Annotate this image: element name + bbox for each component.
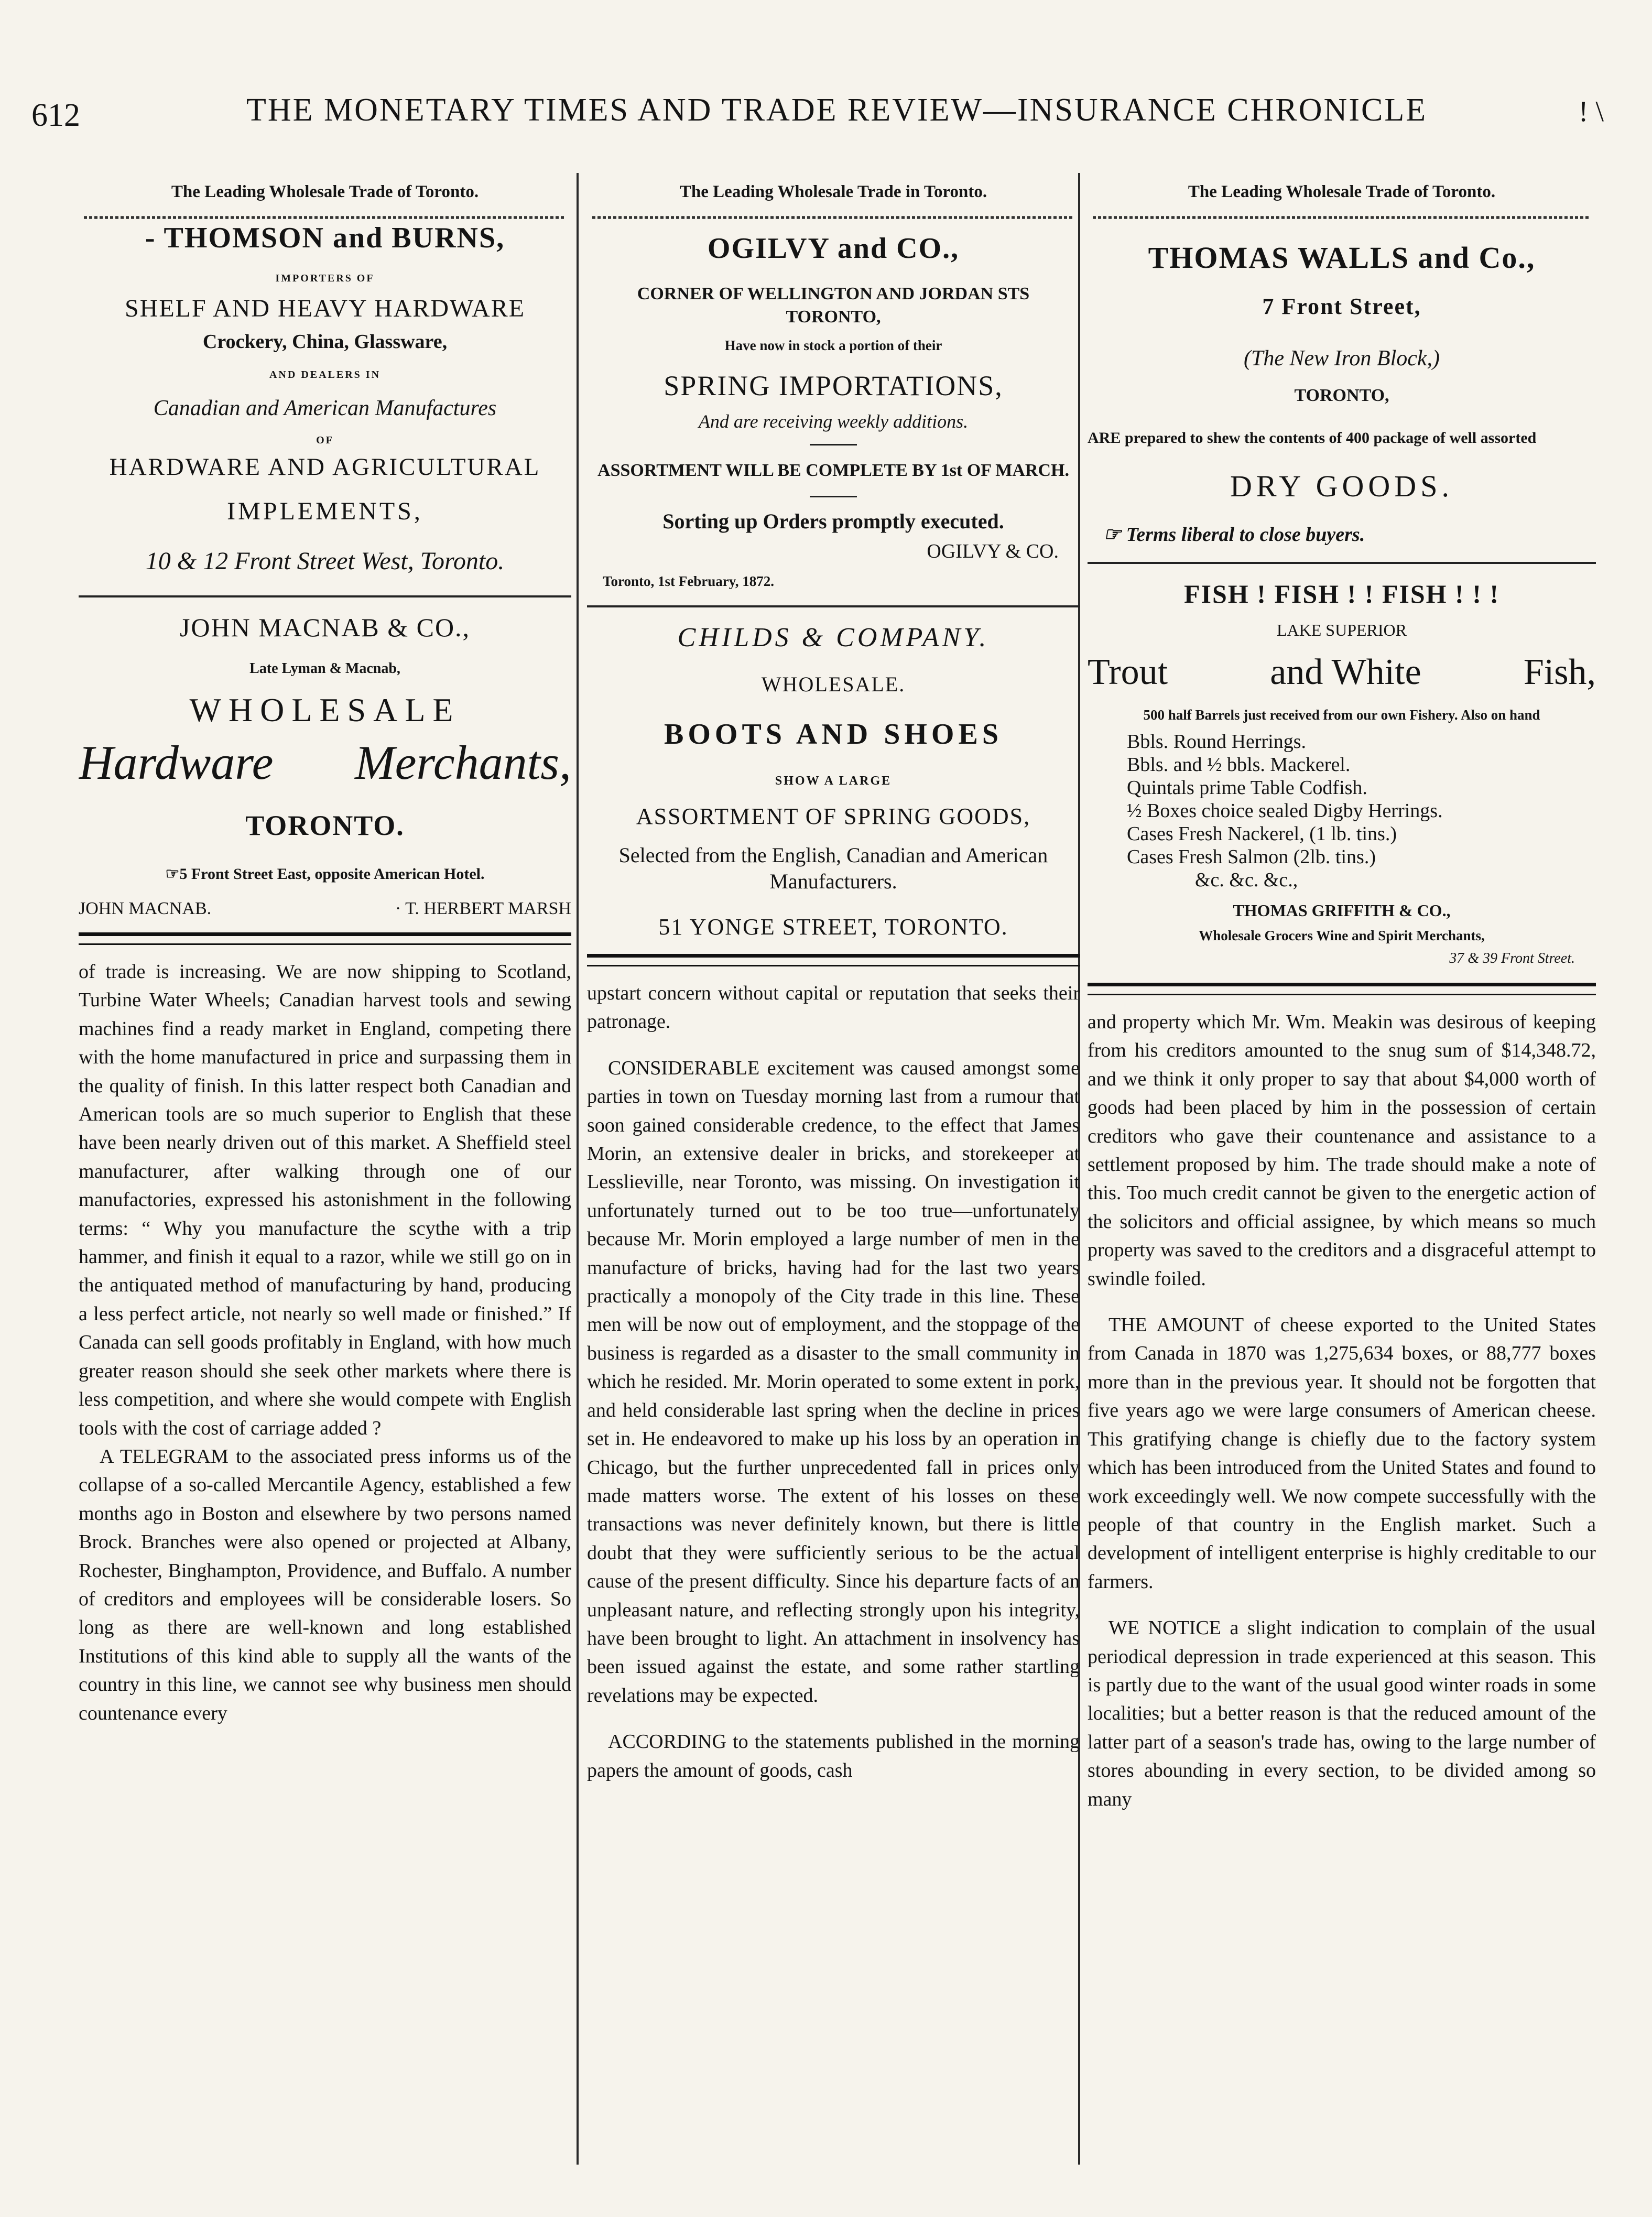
ad-assortment: ASSORTMENT WILL BE COMPLETE BY 1st OF MARCH. — [597, 461, 1069, 480]
col2-wavy-rule — [592, 214, 1074, 221]
page-number: 612 — [31, 97, 80, 133]
ad-address: CORNER OF WELLINGTON AND JORDAN STS — [637, 284, 1030, 303]
ad-importers: IMPORTERS OF — [275, 273, 375, 284]
column-1 — [79, 173, 571, 1727]
ad-script-right: Merchants, — [354, 736, 571, 789]
ad-trout-mid: and White — [1270, 652, 1421, 692]
section-double-rule — [587, 954, 1080, 966]
ad-ogilvy — [587, 232, 1080, 590]
col3-article-text — [1088, 1008, 1596, 1813]
col3-wavy-rule — [1093, 214, 1591, 221]
ad-thomson-burns — [79, 221, 571, 575]
col3-tagline: The Leading Wholesale Trade of Toronto. — [1188, 182, 1496, 201]
ad-fish — [1088, 579, 1596, 967]
ad-trout-right: Fish, — [1523, 652, 1596, 692]
paragraph: upstart concern without capital or reputation that seeks their patronage. — [587, 982, 1080, 1033]
ad-show: SHOW A LARGE — [775, 774, 892, 788]
ad-sorting: Sorting up Orders promptly executed. — [662, 509, 1004, 533]
ad-assort: ASSORTMENT OF SPRING GOODS, — [636, 803, 1031, 829]
ad-block: (The New Iron Block,) — [1243, 346, 1440, 371]
ad-date: Toronto, 1st February, 1872. — [603, 573, 775, 589]
ad-late: Late Lyman & Macnab, — [249, 660, 400, 677]
ad-sign: OGILVY & CO. — [927, 540, 1059, 562]
list-item: ½ Boxes choice sealed Digby Herrings. — [1127, 800, 1443, 822]
ad-firm-name: JOHN MACNAB & CO., — [179, 613, 471, 642]
ad-script-left: Hardware — [79, 736, 274, 789]
ad-divider — [1088, 562, 1596, 564]
paragraph: WE NOTICE a slight indication to complain of the usual periodical depression in trade experienced at this season. This is partly due to the want of the usual good winter roads in some localities; but a better reason is that the reduced amount of the latter part of a season's trade has, owing to the large number of stores abounding in every section, to be divided among so many — [1088, 1617, 1596, 1810]
ad-city: TORONTO, — [1294, 386, 1389, 405]
ad-fish-list — [1088, 730, 1596, 892]
ad-script-line — [79, 735, 571, 790]
ad-terms: ☞ Terms liberal to close buyers. — [1103, 524, 1365, 546]
ad-childs — [587, 622, 1080, 940]
col1-tagline: The Leading Wholesale Trade of Toronto. — [171, 182, 479, 201]
ad-names — [79, 899, 571, 919]
ad-barrels: 500 half Barrels just received from our own Fishery. Also on hand — [1143, 707, 1540, 723]
ad-firm-name: THOMAS GRIFFITH & CO., — [1233, 901, 1451, 920]
ad-line: HARDWARE AND AGRICULTURAL — [109, 453, 541, 481]
ad-desc: Wholesale Grocers Wine and Spirit Merchants, — [1199, 928, 1485, 943]
paragraph: THE AMOUNT of cheese exported to the United States from Canada in 1870 was 1,275,634 boxes, or 88,777 boxes more than in the previous year. It should not be forgotten that five years ago we were large consumers of American cheese. This gratifying change is chiefly due to the factory system which has been introduced from the United States and found to work exceedingly well. We now compete successfully with the people of that country in the English market. Such a development of intelligent enterprise is highly creditable to our farmers. — [1088, 1314, 1596, 1593]
ad-line: Crockery, China, Glassware, — [202, 331, 448, 353]
ad-firm-name: CHILDS & COMPANY. — [677, 623, 990, 653]
ad-line: Canadian and American Manufactures — [153, 396, 497, 420]
ad-name-left: JOHN MACNAB. — [79, 899, 212, 918]
paragraph: CONSIDERABLE excitement was caused amongst some parties in town on Tuesday morning last from a rumour that soon gained considerable credence, to the effect that James Morin, an extensive dealer in bricks, and storekeeper at Lesslieville, near Toronto, was missing. On investigation it unfortunately turned out to be too true—unfortunately because Mr. Morin employed a large number of men in the manufacture of bricks, having had for the last two years practically a monopoly of the City trade in this line. These men will be now out of employment, and the stoppage of the business is regarded as a disaster to the small community in which he resided. Mr. Morin operated to some extent in pork, and held considerable last spring when the decline in prices set in. He endeavored to make up his loss by an operation in Chicago, but the further unprecedented fall in prices only made matters worse. The extent of his losses on these transactions was never definitely known, but there is little doubt that they were sufficiently serious to be the actual cause of the present difficulty. Since his departure facts of an unpleasant nature, and reflecting strongly upon his integrity, have been brought to light. An attachment in insolvency has been issued against the estate, and some rather startling revelations may be expected. — [587, 1057, 1080, 1707]
ad-firm-name: THOMAS WALLS and Co., — [1148, 241, 1536, 275]
col1-wavy-rule — [84, 214, 566, 221]
list-item: Bbls. and ½ bbls. Mackerel. — [1127, 754, 1351, 776]
ad-spring: SPRING IMPORTATIONS, — [664, 370, 1003, 401]
header-marks: ! \ — [1578, 95, 1604, 128]
ad-divider — [79, 595, 571, 597]
list-item: Quintals prime Table Codfish. — [1127, 777, 1367, 799]
ad-boots: BOOTS AND SHOES — [664, 718, 1003, 751]
ad-trout-left: Trout — [1088, 652, 1168, 692]
ad-divider — [587, 605, 1080, 607]
ad-wholesale: WHOLESALE — [189, 691, 461, 729]
ad-address: TORONTO, — [786, 307, 881, 327]
ad-trout-line — [1088, 651, 1596, 693]
ad-firm-name: OGILVY and CO., — [707, 232, 960, 265]
ad-receiving: And are receiving weekly additions. — [698, 411, 969, 432]
ad-selected: Selected from the English, Canadian and American Manufacturers. — [618, 843, 1048, 893]
paragraph: ACCORDING to the statements published in the morning papers the amount of goods, cash — [587, 1731, 1080, 1781]
ad-dealers: AND DEALERS IN — [269, 369, 381, 381]
ad-of: OF — [316, 434, 334, 446]
ad-address: ☞5 Front Street East, opposite American Hotel. — [165, 865, 485, 883]
col2-tagline: The Leading Wholesale Trade in Toronto. — [679, 182, 987, 201]
ad-address: 10 & 12 Front Street West, Toronto. — [145, 547, 505, 575]
paragraph: and property which Mr. Wm. Meakin was desirous of keeping from his creditors amounted to the snug sum of $14,348.72, and we think it only proper to say that about $4,000 worth of goods had been placed by him in the possession of certain creditors who gave their countenance and assistance to a settlement proposed by him. The trade should make a note of this. Too much credit cannot be given to the energetic action of the solicitors and official assignee, by which means so much property was saved to the creditors and a disgraceful attempt to swindle foiled. — [1088, 1011, 1596, 1290]
list-item: Cases Fresh Salmon (2lb. tins.) — [1127, 846, 1376, 868]
ad-fish-headline: FISH ! FISH ! ! FISH ! ! ! — [1184, 579, 1499, 608]
ad-address: 37 & 39 Front Street. — [1449, 950, 1575, 966]
ad-name-right: · T. HERBERT MARSH — [395, 899, 571, 918]
column-2 — [587, 173, 1080, 1785]
ad-city: TORONTO. — [245, 810, 405, 841]
list-item: Cases Fresh Nackerel, (1 lb. tins.) — [1127, 823, 1397, 845]
ad-short-rule — [810, 496, 857, 497]
masthead-title: THE MONETARY TIMES AND TRADE REVIEW—INSURANCE CHRONICLE — [246, 92, 1428, 128]
ad-address: 51 YONGE STREET, TORONTO. — [658, 914, 1008, 940]
ad-street: 7 Front Street, — [1262, 294, 1421, 319]
column-rule-1 — [577, 173, 579, 2165]
list-item: &c. &c. &c., — [1195, 869, 1298, 891]
column-3 — [1088, 173, 1596, 1813]
ad-short-rule — [810, 444, 857, 445]
col2-article-text — [587, 979, 1080, 1785]
ad-lake: LAKE SUPERIOR — [1276, 621, 1407, 639]
page-header — [31, 92, 1625, 144]
section-double-rule — [1088, 983, 1596, 995]
ad-dry-goods: DRY GOODS. — [1230, 469, 1453, 503]
ad-wholesale: WHOLESALE. — [761, 672, 906, 696]
ad-prepared: ARE prepared to shew the contents of 400 package of well assorted — [1088, 429, 1537, 447]
section-double-rule — [79, 932, 571, 945]
col1-article-text — [79, 958, 571, 1727]
ad-john-macnab — [79, 612, 571, 919]
ad-line: IMPLEMENTS, — [227, 497, 423, 525]
list-item: Bbls. Round Herrings. — [1127, 731, 1306, 753]
paragraph: of trade is increasing. We are now shipping to Scotland, Turbine Water Wheels; Canadian harvest tools and sewing machines find a ready market in England, competing there with the home manufactured in price and surpassing them in the quality of finish. In this latter respect both Canadian and American tools are so much superior to English that these have been nearly driven out of this market. A Sheffield steel manufacturer, after walking through one of our manufactories, expressed his astonishment in the following terms: “ Why you manufacture the scythe with a trip hammer, and finish it equal to a razor, while we still go on in the antiquated method of manufacturing by hand, producing a less perfect article, not nearly so well made or finished.” If Canada can sell goods profitably in England, with how much greater reason should she seek other markets where there is less competition, and where she would compete with English tools with the cost of carriage added ? — [79, 961, 571, 1439]
ad-thomas-walls — [1088, 240, 1596, 546]
ad-firm-name: - THOMSON and BURNS, — [145, 222, 505, 254]
paragraph: A TELEGRAM to the associated press informs us of the collapse of a so-called Mercantile Agency, established a few months ago in Boston and elsewhere by two persons named Brock. Branches were also opened or projected at Albany, Rochester, Binghampton, Providence, and Buffalo. A number of creditors and employees will be considerable losers. So long as there are well-known and long established Institutions of this kind able to supply all the wants of the country in this line, we cannot see why business men should countenance every — [79, 1445, 571, 1724]
ad-line: SHELF AND HEAVY HARDWARE — [124, 295, 526, 322]
ad-stock: Have now in stock a portion of their — [724, 338, 942, 353]
